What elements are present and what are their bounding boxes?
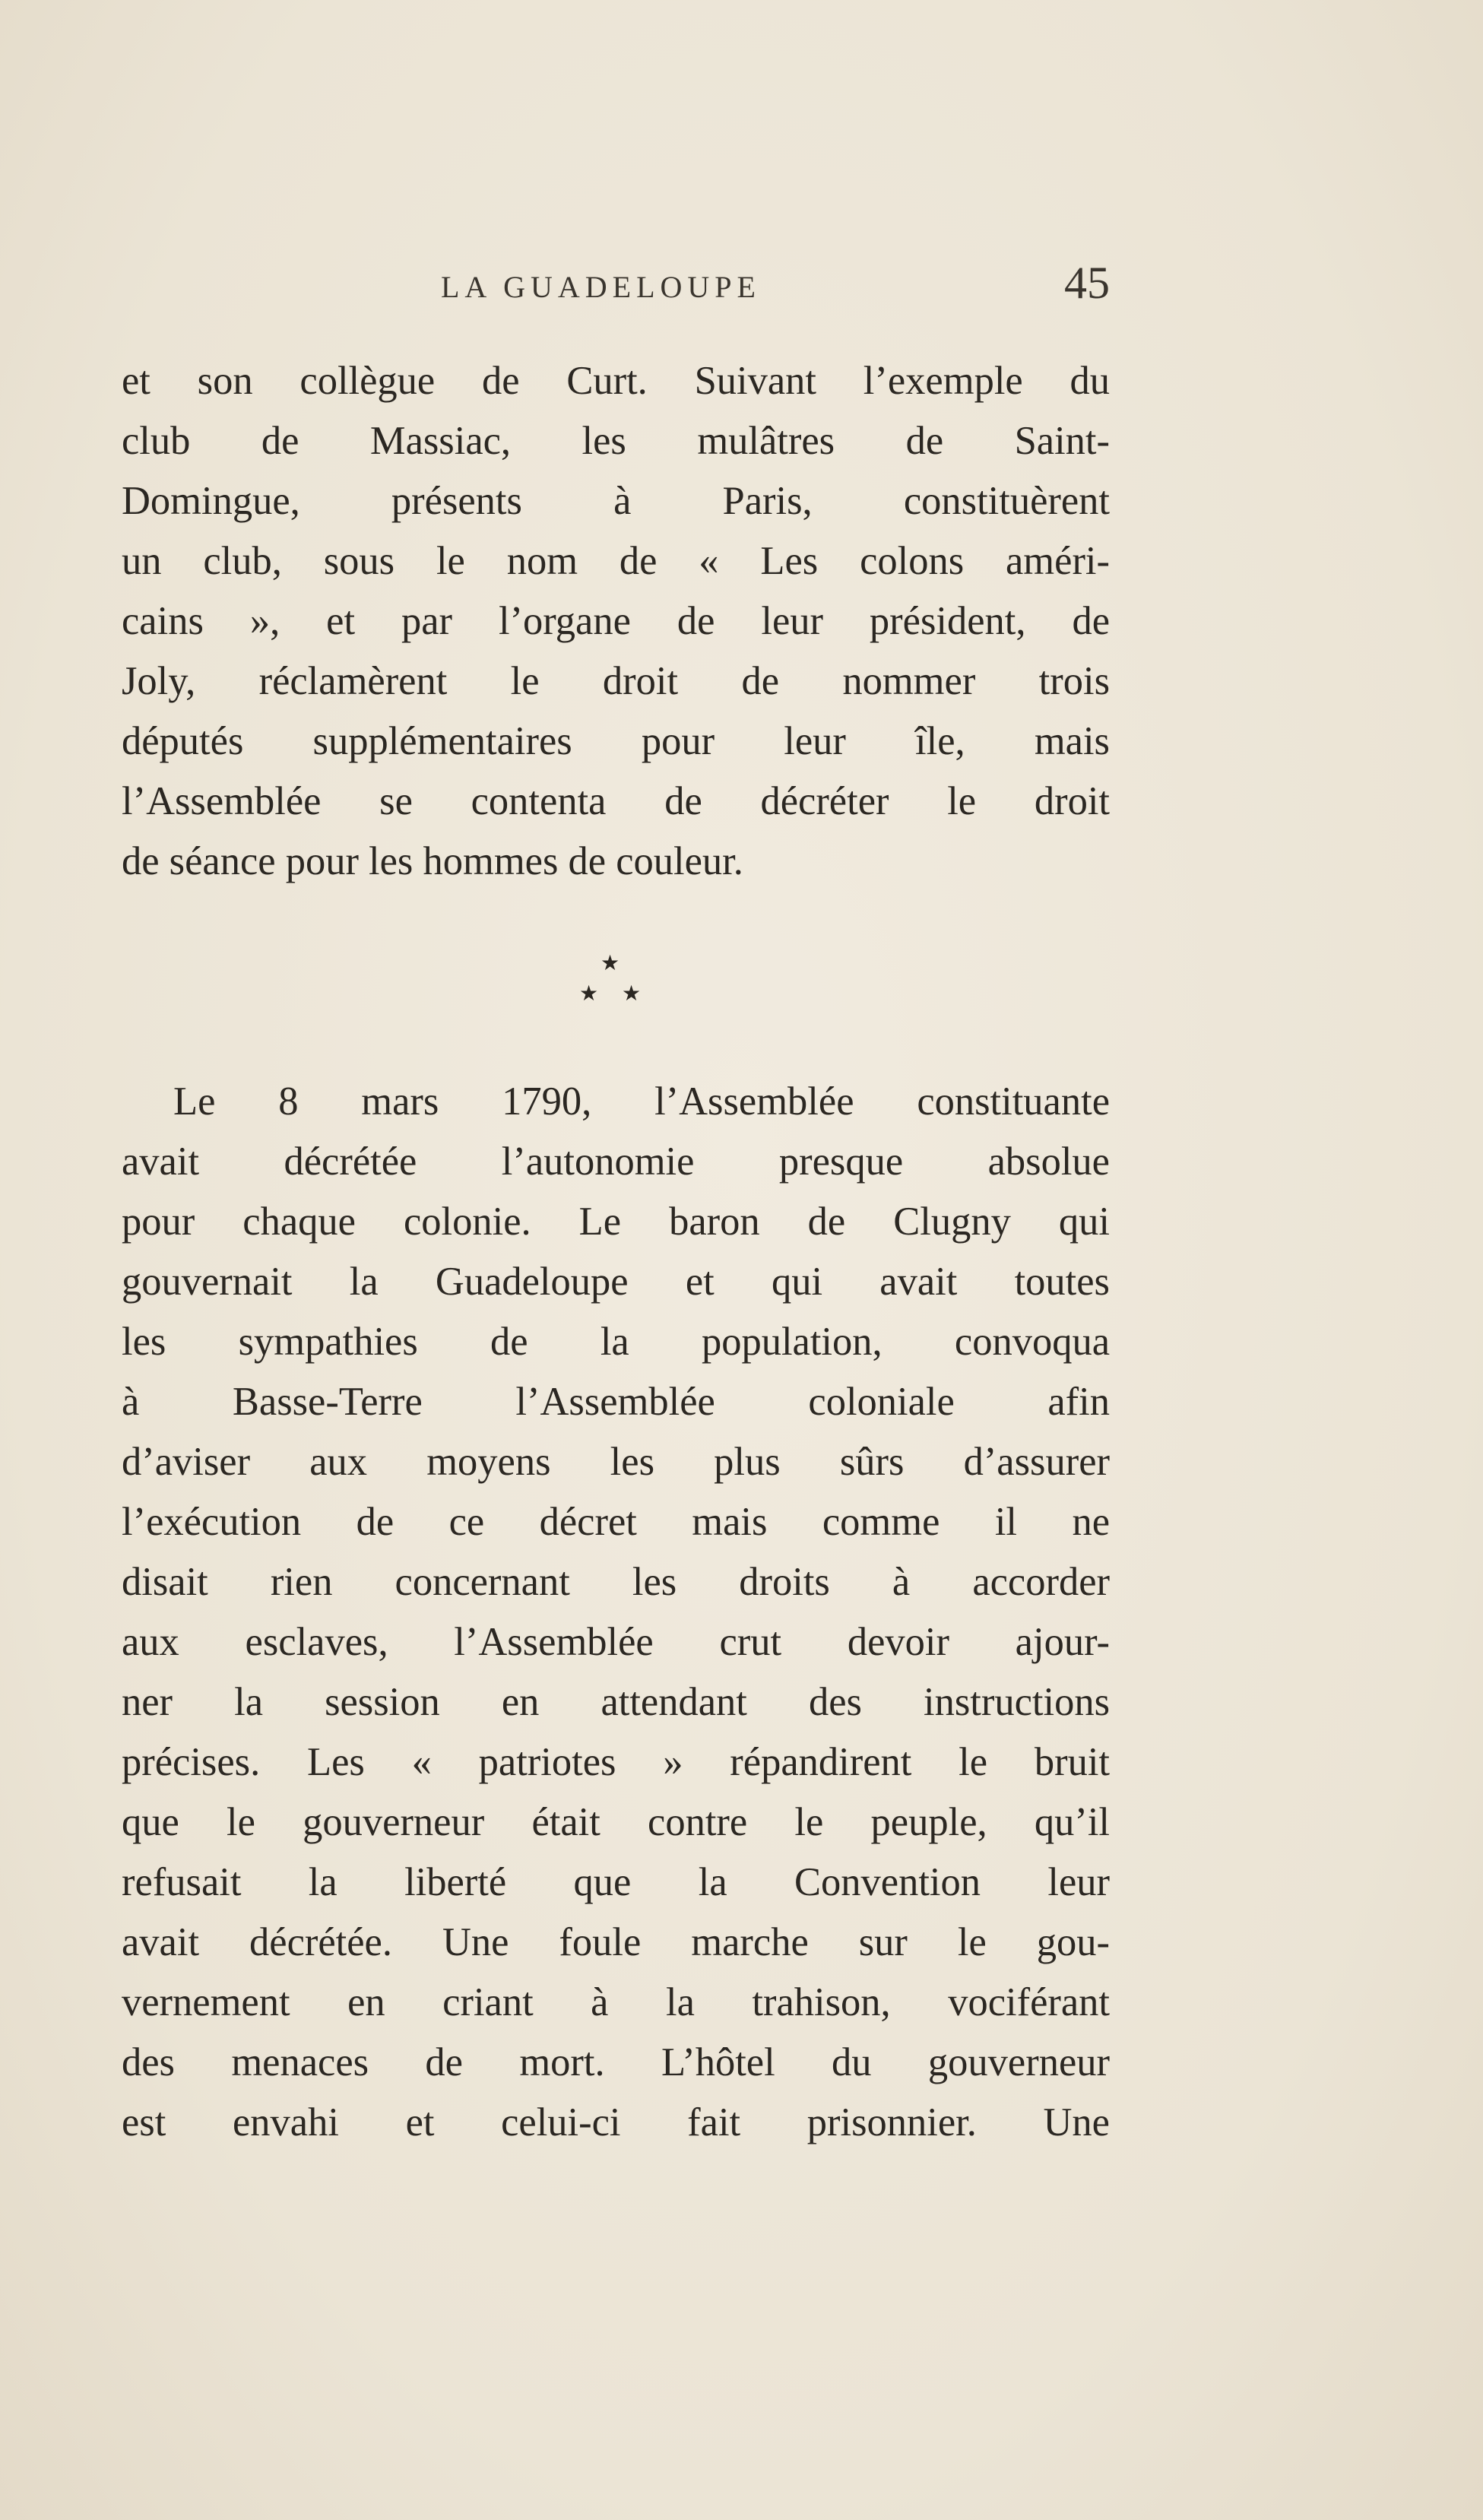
page-number: 45 xyxy=(1064,258,1110,308)
text-line: aux esclaves, l’Assemblée crut devoir ajour- xyxy=(122,1620,1110,1664)
text-line: refusait la liberté que la Convention leur xyxy=(122,1860,1110,1904)
text-line: un club, sous le nom de « Les colons améri- xyxy=(122,539,1110,583)
text-line: députés supplémentaires pour leur île, mais xyxy=(122,719,1110,763)
running-title: LA GUADELOUPE xyxy=(441,270,761,304)
text-line: que le gouverneur était contre le peuple, qu’il xyxy=(122,1800,1110,1844)
text-line: de séance pour les hommes de couleur. xyxy=(122,839,743,883)
text-line: précises. Les « patriotes » répandirent le bruit xyxy=(122,1740,1110,1784)
text-line: l’Assemblée se contenta de décréter le droit xyxy=(122,779,1110,823)
text-line: vernement en criant à la trahison, vociférant xyxy=(122,1980,1110,2024)
text-line: les sympathies de la population, convoqua xyxy=(122,1320,1110,1364)
text-line: club de Massiac, les mulâtres de Saint- xyxy=(122,419,1110,463)
text-line: disait rien concernant les droits à accorder xyxy=(122,1560,1110,1604)
text-line: Joly, réclamèrent le droit de nommer trois xyxy=(122,659,1110,703)
text-line: cains », et par l’organe de leur président, de xyxy=(122,599,1110,643)
text-line: à Basse-Terre l’Assemblée coloniale afin xyxy=(122,1380,1110,1424)
text-line: et son collègue de Curt. Suivant l’exemple du xyxy=(122,359,1110,403)
star-icon: ★ xyxy=(622,981,642,1006)
text-line: pour chaque colonie. Le baron de Clugny qui xyxy=(122,1200,1110,1244)
text-line: Domingue, présents à Paris, constituèrent xyxy=(122,479,1110,523)
text-line: d’aviser aux moyens les plus sûrs d’assurer xyxy=(122,1440,1110,1484)
paragraph-1 xyxy=(122,351,1110,892)
text-line: des menaces de mort. L’hôtel du gouverneur xyxy=(122,2040,1110,2084)
asterism-ornament xyxy=(532,950,684,1041)
text-line: l’exécution de ce décret mais comme il ne xyxy=(122,1500,1110,1544)
text-line: avait décrétée. Une foule marche sur le gou- xyxy=(122,1920,1110,1964)
text-line: ner la session en attendant des instructions xyxy=(122,1680,1110,1724)
text-line: avait décrétée l’autonomie presque absolue xyxy=(122,1140,1110,1184)
star-icon: ★ xyxy=(579,981,599,1006)
running-head xyxy=(122,257,1110,318)
text-line: gouvernait la Guadeloupe et qui avait toutes xyxy=(122,1260,1110,1304)
text-line: est envahi et celui-ci fait prisonnier. Une xyxy=(122,2100,1110,2144)
text-line: Le 8 mars 1790, l’Assemblée constituante xyxy=(173,1079,1110,1124)
star-icon: ★ xyxy=(600,950,620,975)
paragraph-2 xyxy=(122,1072,1110,2153)
